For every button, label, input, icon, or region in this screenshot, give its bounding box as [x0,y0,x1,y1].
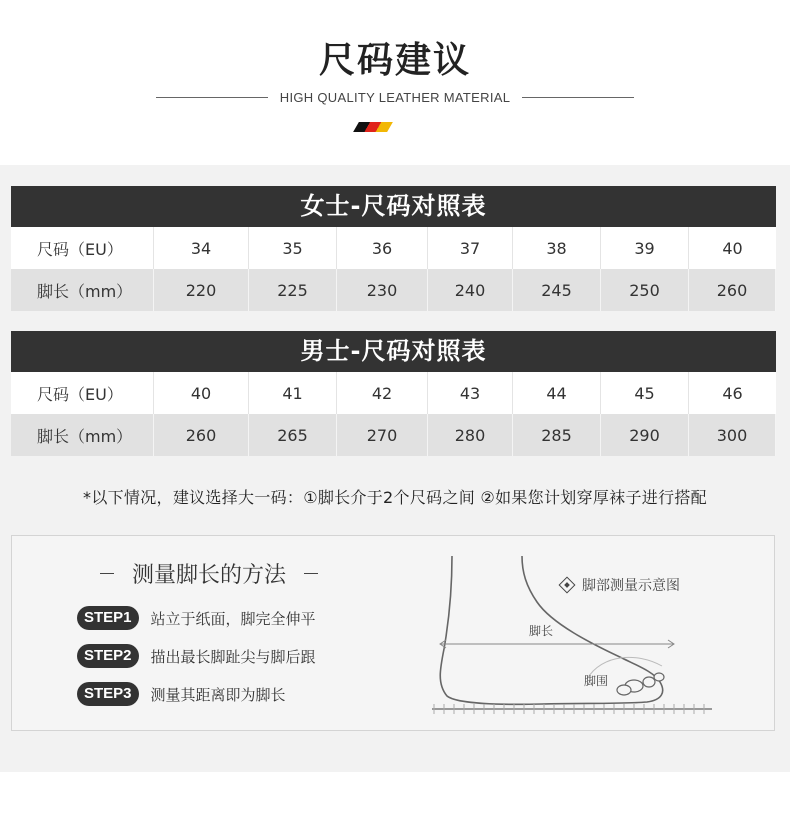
length-cell: 225 [249,269,337,311]
step-text: 站立于纸面，脚完全伸平 [150,609,316,628]
title-dash-right [304,573,318,574]
men-table-title: 男士-尺码对照表 [11,331,776,372]
length-cell: 220 [154,269,249,311]
length-label: 脚长（mm） [11,269,154,311]
foot-length-label: 脚长 [529,624,554,638]
step-1 [77,606,316,630]
measure-method-panel [11,535,775,731]
subtitle-divider-left [156,97,268,98]
women-size-table [11,186,776,311]
size-cell: 39 [601,227,689,269]
title-dash-left [100,573,114,574]
size-cell: 45 [601,372,689,414]
size-cell: 46 [722,383,743,403]
step-badge: STEP1 [77,606,139,630]
page-title: 尺码建议 [318,40,471,81]
length-cell: 285 [513,414,601,456]
size-cell: 35 [249,227,337,269]
diagram-caption [558,575,680,595]
foot-measure-diagram [422,554,722,719]
length-cell: 265 [249,414,337,456]
flag-stripe-icon [353,122,393,132]
step-badge: STEP2 [77,644,139,668]
men-length-row [11,414,776,456]
women-length-row [11,269,776,311]
size-cell: 36 [337,227,428,269]
step-text: 描出最长脚趾尖与脚后跟 [150,647,316,666]
size-cell: 44 [513,372,601,414]
subtitle-row [0,88,790,106]
size-cell: 40 [154,372,249,414]
length-label: 脚长（mm） [11,414,154,456]
step-text: 测量其距离即为脚长 [150,685,286,704]
content-area [0,165,790,772]
length-cell: 250 [601,269,689,311]
subtitle-divider-right [522,97,634,98]
header [0,0,790,165]
method-title: 测量脚长的方法 [132,563,287,588]
size-cell: 43 [428,372,513,414]
sizing-note: *以下情况，建议选择大一码：①脚长介于2个尺码之间 ②如果您计划穿厚袜子进行搭配 [83,488,707,507]
size-cell: 37 [428,227,513,269]
foot-girth-label: 脚围 [584,674,609,688]
step-badge: STEP3 [77,682,139,706]
size-label: 尺码（EU） [11,227,154,269]
length-cell: 245 [513,269,601,311]
size-cell: 34 [154,227,249,269]
size-cell: 38 [513,227,601,269]
length-cell: 260 [154,414,249,456]
length-cell: 270 [337,414,428,456]
step-3 [77,682,286,706]
size-cell: 41 [249,372,337,414]
length-cell: 230 [337,269,428,311]
diagram-caption-text: 脚部测量示意图 [582,578,680,594]
length-cell: 260 [689,269,776,311]
diamond-icon [559,577,576,594]
length-cell: 280 [428,414,513,456]
method-title-row [100,558,318,589]
women-size-row [11,227,776,269]
subtitle: HIGH QUALITY LEATHER MATERIAL [279,89,511,105]
length-cell: 240 [428,269,513,311]
women-table-title: 女士-尺码对照表 [11,186,776,227]
men-size-row [11,372,776,414]
footer-spacer [0,772,790,815]
men-size-table [11,331,776,456]
length-cell: 290 [601,414,689,456]
length-cell: 300 [689,414,776,456]
size-label: 尺码（EU） [11,372,154,414]
size-cell: 40 [722,238,743,258]
step-2 [77,644,316,668]
size-cell: 42 [337,372,428,414]
